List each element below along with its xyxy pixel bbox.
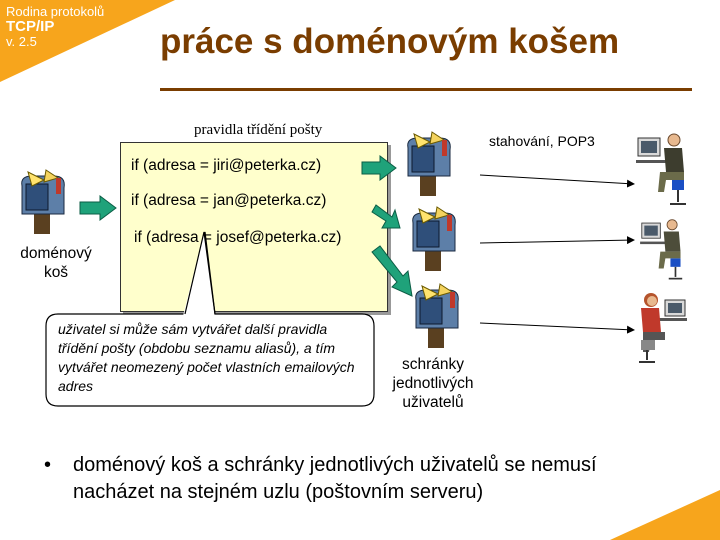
- series-version: v. 2.5: [6, 34, 37, 49]
- filter-rule-1: if (adresa = jiri@peterka.cz): [131, 157, 322, 174]
- mailbox-icon: [14, 168, 70, 238]
- download-label: stahování, POP3: [489, 133, 595, 149]
- series-name: Rodina protokolů: [6, 4, 105, 19]
- filter-title: pravidla třídění pošty: [194, 122, 323, 138]
- mailbox-icon: [405, 205, 461, 275]
- filter-rule-3-text: if (adresa = josef@peterka.cz): [134, 229, 342, 246]
- domain-bin-label: doménový koš: [20, 245, 92, 281]
- slide-title: práce s doménovým košem: [160, 22, 620, 61]
- mailboxes-label: schránky jednotlivých uživatelů: [392, 356, 474, 411]
- bullet-marker: •: [44, 454, 52, 476]
- user-at-computer-icon: [636, 132, 688, 208]
- mailbox-icon: [408, 282, 464, 352]
- bullet-text: doménový koš a schránky jednotlivých uživatelů se nemusí nacházet na stejném uzlu (poštovním serveru): [73, 454, 597, 503]
- callout-text: uživatel si může sám vytvářet další pravidla třídění pošty (obdobu seznamu aliasů), a tím vytvářet neomezený počet vlastních emailových adres: [58, 321, 355, 394]
- filter-rule-2: if (adresa = jan@peterka.cz): [131, 192, 327, 209]
- mailbox-icon: [400, 130, 456, 200]
- user-at-computer-icon: [636, 218, 688, 282]
- series-protocol: TCP/IP: [6, 18, 55, 35]
- user-at-computer-icon: [636, 290, 690, 366]
